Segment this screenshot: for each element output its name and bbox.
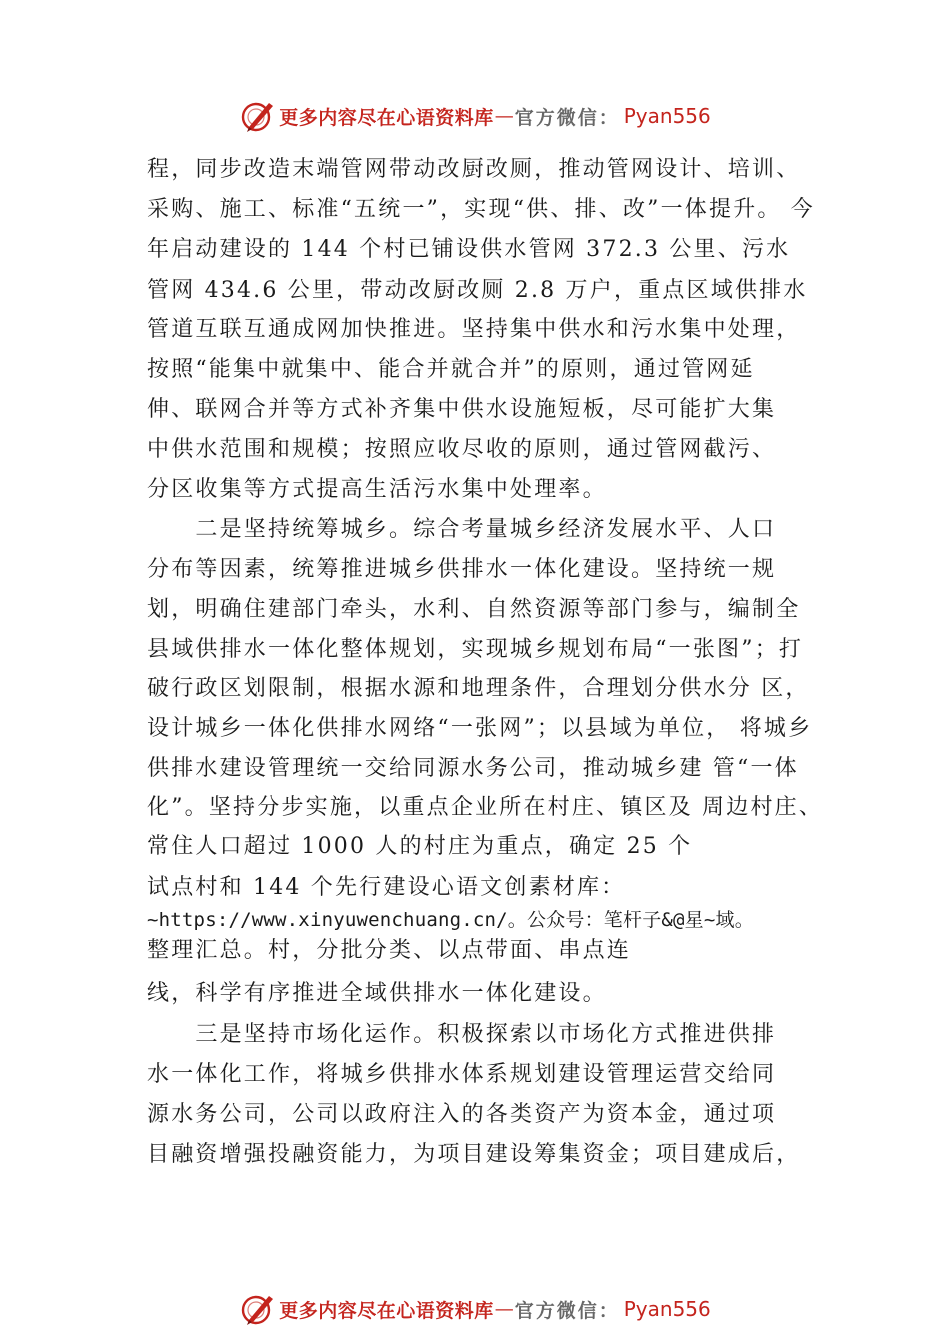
body-line-url: ~https://www.xinyuwenchuang.cn/。公众号：笔杆子&@星~域。	[147, 909, 754, 931]
banner-wechat-id: Pyan556	[623, 104, 711, 128]
footer-banner	[0, 1289, 950, 1329]
body-line: 三是坚持市场化运作。积极探索以市场化方式推进供排	[147, 1022, 777, 1047]
quill-pen-seal-icon	[239, 1291, 277, 1327]
body-line: 管道互联互通成网加快推进。坚持集中供水和污水集中处理，	[147, 317, 801, 342]
body-line: 源水务公司，公司以政府注入的各类资产为资本金，通过项	[147, 1102, 777, 1127]
body-line: 整理汇总。村，分批分类、以点带面、串点连	[147, 938, 632, 963]
body-line: 中供水范围和规模；按照应收尽收的原则，通过管网截污、	[147, 437, 777, 462]
body-line: 伸、联网合并等方式补齐集中供水设施短板，尽可能扩大集	[147, 397, 777, 422]
body-line: 程，同步改造末端管网带动改厨改厕，推动管网设计、培训、	[147, 157, 801, 182]
banner-label: 官方微信：	[514, 1299, 620, 1322]
body-line: 水一体化工作，将城乡供排水体系规划建设管理运营交给同	[147, 1062, 777, 1087]
body-line: 线，科学有序推进全域供排水一体化建设。	[147, 981, 607, 1006]
body-line: 化”。坚持分步实施，以重点企业所在村庄、镇区及 周边村庄、	[147, 795, 824, 820]
body-line: 划，明确住建部门牵头，水利、自然资源等部门参与，编制全	[147, 597, 801, 622]
banner-dash: —	[494, 105, 514, 127]
body-line: 破行政区划限制，根据水源和地理条件，合理划分供水分 区，	[147, 676, 810, 701]
banner-main-text: 更多内容尽在心语资料库	[279, 1299, 494, 1322]
body-line: 年启动建设的 144 个村已铺设供水管网 372.3 公里、污水	[147, 237, 791, 262]
body-line: 供排水建设管理统一交给同源水务公司，推动城乡建 管“一体	[147, 756, 799, 781]
body-line: 县域供排水一体化整体规划，实现城乡规划布局“一张图”；打	[147, 637, 804, 662]
body-line: 试点村和 144 个先行建设心语文创素材库：	[147, 875, 626, 900]
body-line: 目融资增强投融资能力，为项目建设筹集资金；项目建成后，	[147, 1142, 801, 1167]
body-line: 常住人口超过 1000 人的村庄为重点，确定 25 个	[147, 834, 693, 859]
body-line: 按照“能集中就集中、能合并就合并”的原则，通过管网延	[147, 357, 755, 382]
body-line: 管网 434.6 公里，带动改厨改厕 2.8 万户，重点区域供排水	[147, 278, 808, 303]
body-line: 分布等因素，统筹推进城乡供排水一体化建设。坚持统一规	[147, 557, 777, 582]
banner-main-text: 更多内容尽在心语资料库	[279, 106, 494, 129]
body-line: 设计城乡一体化供排水网络“一张网”；以县域为单位， 将城乡	[147, 716, 813, 741]
banner-wechat-id: Pyan556	[623, 1297, 711, 1321]
banner-label: 官方微信：	[514, 106, 620, 129]
body-line: 分区收集等方式提高生活污水集中处理率。	[147, 477, 607, 502]
body-line: 采购、施工、标准“五统一”，实现“供、排、改”一体提升。 今	[147, 197, 815, 222]
banner-dash: —	[494, 1298, 514, 1320]
body-line: 二是坚持统筹城乡。综合考量城乡经济发展水平、人口	[147, 517, 777, 542]
